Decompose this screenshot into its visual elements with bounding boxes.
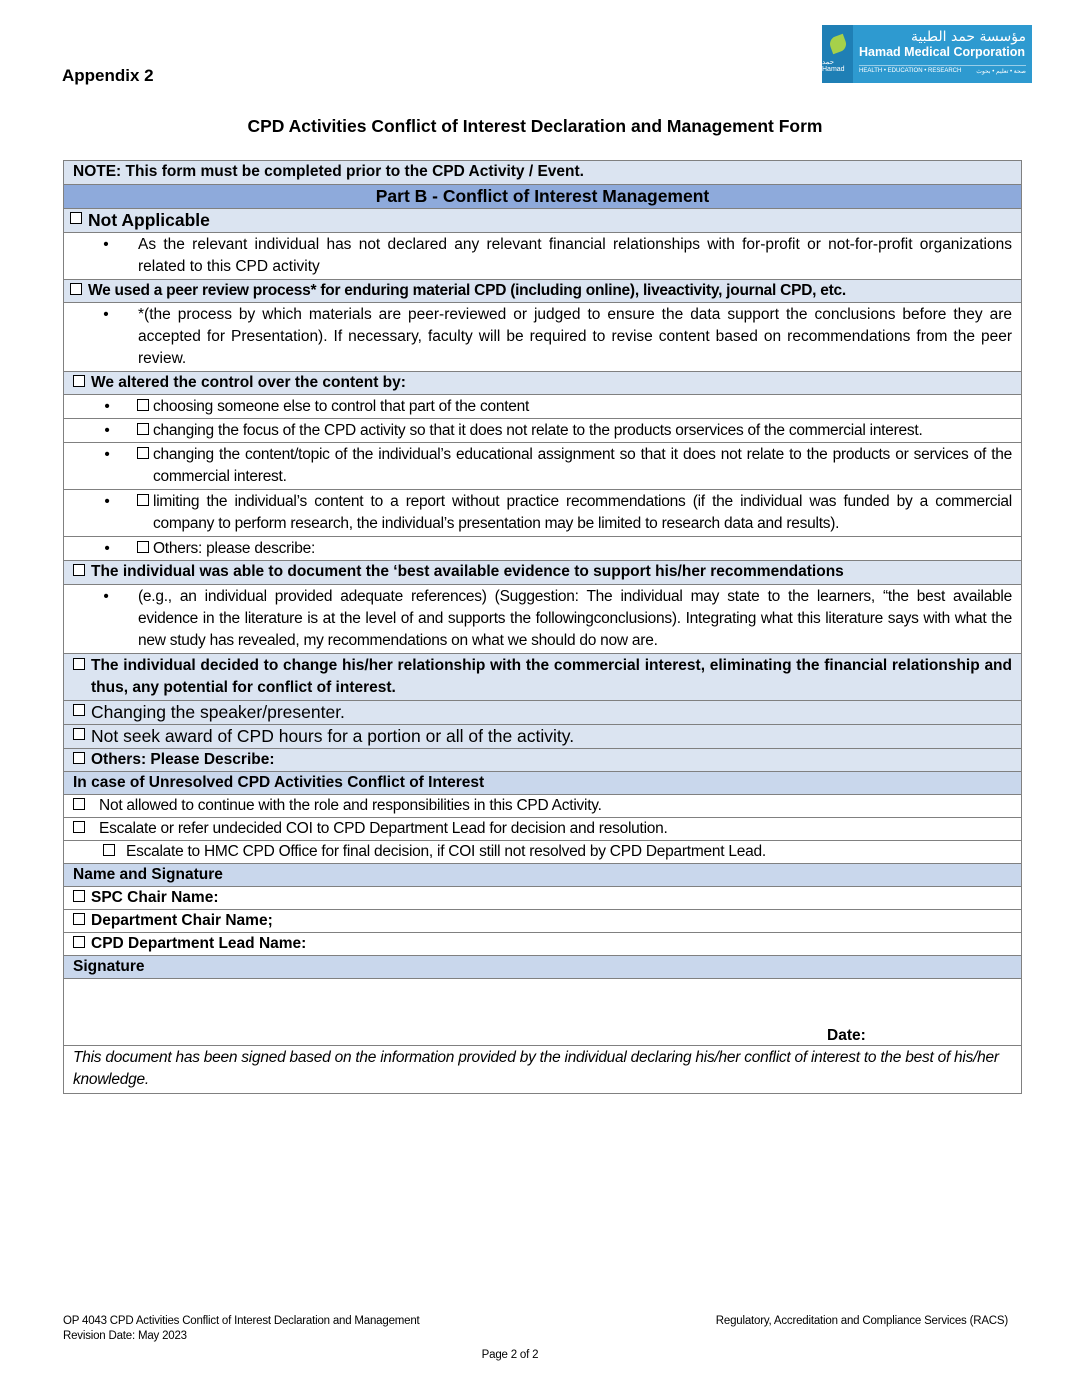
unresolved-header: [64, 772, 1021, 795]
logo-english-name: Hamad Medical Corporation: [859, 45, 1025, 59]
others-describe-row: [64, 749, 1021, 772]
footer-doc-name: OP 4043 CPD Activities Conflict of Interest Declaration and Management: [63, 1315, 420, 1327]
note-row: [64, 161, 1021, 185]
altered-control-label: We altered the control over the content by:: [91, 374, 406, 391]
not-applicable-row: [64, 209, 1021, 233]
best-evidence-detail-row: [64, 585, 1021, 654]
altered-option-row: [64, 537, 1021, 561]
unresolved-item-text: Escalate or refer undecided COI to CPD Department Lead for decision and resolution.: [99, 820, 668, 837]
signature-header: [64, 956, 1021, 979]
peer-review-detail: *(the process by which materials are peer-reviewed or judged to ensure the data support the conclusions before they are accepted for Presentation). If necessary, faculty will be required to revise content based on recommendations from the peer review.: [138, 306, 1012, 367]
unresolved-item-row: [64, 841, 1021, 864]
peer-review-checkbox[interactable]: [70, 283, 82, 295]
part-b-header: [64, 185, 1021, 209]
appendix-label: Appendix 2: [62, 66, 154, 85]
bullet: •: [104, 422, 110, 439]
not-seek-award-row: [64, 725, 1021, 749]
not-seek-award-label: Not seek award of CPD hours for a portion or all of the activity.: [91, 726, 575, 746]
unresolved-item-row: [64, 818, 1021, 841]
not-applicable-detail: As the relevant individual has not declared any relevant financial relationships with for-profit or not-for-profit organizations related to this CPD activity: [138, 236, 1012, 275]
peer-review-detail-row: [64, 303, 1021, 372]
altered-option-text: Others: please describe:: [153, 540, 316, 557]
bullet: •: [104, 446, 110, 463]
best-evidence-checkbox[interactable]: [73, 564, 85, 576]
unresolved-item-text: Escalate to HMC CPD Office for final decision, if COI still not resolved by CPD Department Lead.: [126, 843, 766, 860]
altered-option-text: choosing someone else to control that part of the content: [153, 398, 530, 415]
logo-mark: [822, 25, 853, 83]
not-seek-award-checkbox[interactable]: [73, 728, 85, 740]
altered-option-row: [64, 395, 1021, 419]
name-field-row: [64, 887, 1021, 910]
changing-speaker-checkbox[interactable]: [73, 704, 85, 716]
option-checkbox[interactable]: [137, 399, 149, 411]
others-describe-checkbox[interactable]: [73, 752, 85, 764]
form-title: CPD Activities Conflict of Interest Declaration and Management Form: [247, 116, 823, 136]
bullet: •: [103, 236, 109, 253]
signature-heading: Signature: [73, 958, 145, 975]
not-applicable-label: Not Applicable: [88, 210, 210, 230]
spc-chair-checkbox[interactable]: [73, 890, 85, 902]
unresolved-checkbox[interactable]: [73, 821, 85, 833]
option-checkbox[interactable]: [137, 423, 149, 435]
logo-tagline-ar: صحة • تعليم • بحوث: [976, 69, 1026, 75]
logo-mark-text: حمد Hamad: [822, 58, 845, 73]
change-relationship-checkbox[interactable]: [73, 658, 85, 670]
altered-option-row: [64, 490, 1021, 537]
cpd-lead-label: CPD Department Lead Name:: [91, 935, 307, 952]
peer-review-row: [64, 280, 1021, 303]
name-signature-header: [64, 864, 1021, 887]
signature-area[interactable]: [64, 979, 1021, 1046]
change-relationship-row: [64, 654, 1021, 701]
altered-option-row: [64, 443, 1021, 490]
date-label: Date:: [827, 1027, 866, 1044]
hmc-logo: [822, 25, 1032, 83]
best-evidence-detail: (e.g., an individual provided adequate references) (Suggestion: The individual may state to the learners, “the best available evidence in the literature is at the level of and supports the followingconclusions). Integrating what this literature says with what the new study has revealed, my recommendations on what we should do now are.: [138, 588, 1012, 649]
name-field-row: [64, 910, 1021, 933]
unresolved-item-row: [64, 795, 1021, 818]
unresolved-heading: In case of Unresolved CPD Activities Conflict of Interest: [73, 774, 485, 791]
unresolved-item-text: Not allowed to continue with the role and responsibilities in this CPD Activity.: [99, 797, 602, 814]
cpd-lead-checkbox[interactable]: [73, 936, 85, 948]
option-checkbox[interactable]: [137, 541, 149, 553]
page-number: Page 2 of 2: [481, 1349, 539, 1361]
bullet: •: [104, 493, 110, 510]
option-checkbox[interactable]: [137, 447, 149, 459]
altered-option-text: limiting the individual’s content to a report without practice recommendations (if the individual was funded by a commercial company to perform research, the individual’s presentation may be limited to research data and results).: [153, 493, 1012, 532]
name-signature-heading: Name and Signature: [73, 866, 223, 883]
altered-control-checkbox[interactable]: [73, 375, 85, 387]
unresolved-checkbox[interactable]: [103, 844, 115, 856]
others-describe-label: Others: Please Describe:: [91, 751, 275, 768]
coi-management-form: [63, 160, 1022, 1094]
altered-option-text: changing the content/topic of the individual’s educational assignment so that it does not relate to the products or services of the commercial interest.: [153, 446, 1012, 485]
not-applicable-detail-row: [64, 233, 1021, 280]
disclaimer-text: This document has been signed based on the information provided by the individual declaring his/her conflict of interest to the best of his/her knowledge.: [73, 1049, 999, 1088]
footer-revision: Revision Date: May 2023: [63, 1330, 187, 1342]
footer-left: [63, 1314, 420, 1344]
name-field-row: [64, 933, 1021, 956]
part-b-title: Part B - Conflict of Interest Management: [375, 186, 710, 206]
logo-tagline-en: HEALTH • EDUCATION • RESEARCH: [859, 68, 962, 74]
unresolved-checkbox[interactable]: [73, 798, 85, 810]
altered-option-text: changing the focus of the CPD activity so that it does not relate to the products orservices of the commercial interest.: [153, 422, 923, 439]
department-chair-checkbox[interactable]: [73, 913, 85, 925]
bullet: •: [103, 306, 109, 323]
peer-review-label: We used a peer review process* for enduring material CPD (including online), liveactivity, journal CPD, etc.: [88, 282, 846, 299]
note-text: NOTE: This form must be completed prior to the CPD Activity / Event.: [73, 163, 584, 180]
footer-department: Regulatory, Accreditation and Compliance Services (RACS): [715, 1315, 1008, 1327]
change-relationship-label: The individual decided to change his/her relationship with the commercial interest, eliminating the financial relationship and thus, any potential for conflict of interest.: [91, 657, 1012, 696]
altered-option-row: [64, 419, 1021, 443]
bullet: •: [104, 398, 110, 415]
best-evidence-label: The individual was able to document the ‘best available evidence to support his/her recommendations: [91, 563, 844, 580]
altered-control-row: [64, 372, 1021, 395]
changing-speaker-label: Changing the speaker/presenter.: [91, 702, 345, 722]
disclaimer-row: [64, 1046, 1021, 1093]
leaf-icon: [827, 33, 848, 54]
spc-chair-label: SPC Chair Name:: [91, 889, 219, 906]
bullet: •: [103, 588, 109, 605]
department-chair-label: Department Chair Name;: [91, 912, 273, 929]
logo-arabic-name: مؤسسة حمد الطبية: [910, 29, 1026, 45]
option-checkbox[interactable]: [137, 494, 149, 506]
not-applicable-checkbox[interactable]: [70, 212, 82, 224]
changing-speaker-row: [64, 701, 1021, 725]
best-evidence-row: [64, 561, 1021, 585]
bullet: •: [104, 540, 110, 557]
